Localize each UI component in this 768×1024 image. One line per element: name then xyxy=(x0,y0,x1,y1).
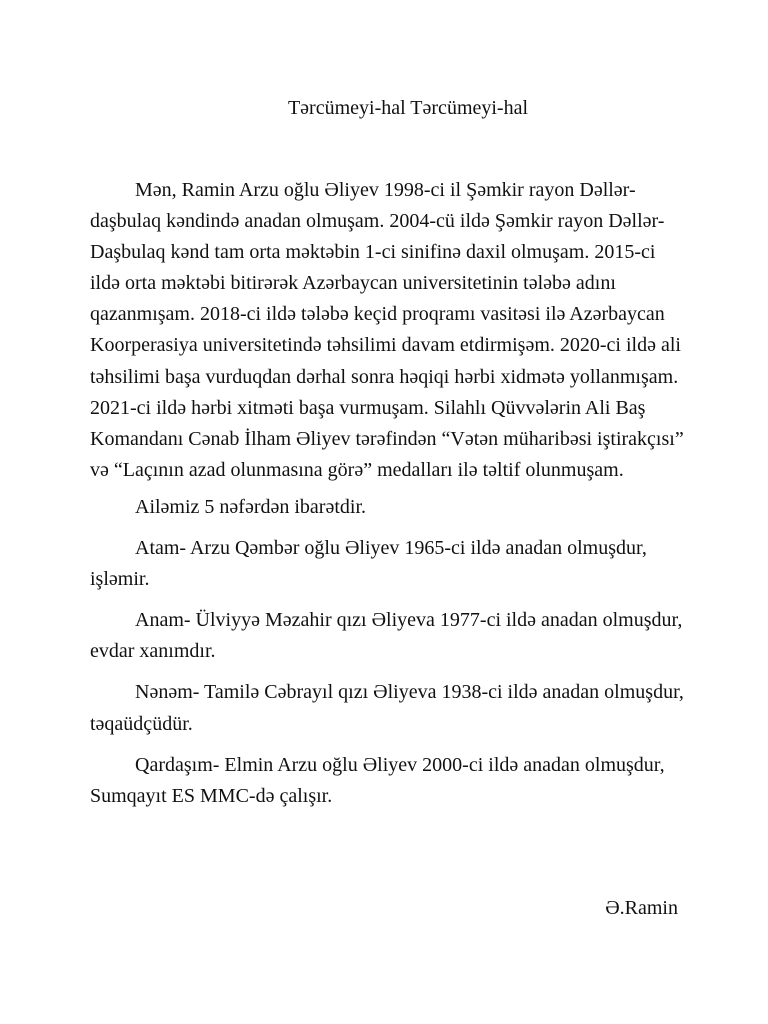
paragraph-family-size: Ailəmiz 5 nəfərdən ibarətdir. xyxy=(135,495,367,518)
document-body xyxy=(90,175,690,812)
paragraph-biography: Mən, Ramin Arzu oğlu Əliyev 1998-ci il Şəmkir rayon Dəllər-daşbulaq kəndində anadan olmuşam. 2004-cü ildə Şəmkir rayon Dəllər-Daşbulaq kənd tam orta məktəbin 1-ci sinifinə daxil olmuşam. 2015-ci ildə orta məktəbi bitirərək Azərbaycan universitetinin tələbə adını qazanmışam. 2018-ci ildə tələbə keçid proqramı vasitəsi ilə Azərbaycan Koorperasiya universitetində təhsilimi davam etdirmişəm. 2020-ci ildə ali təhsilimi başa vurduqdan dərhal sonra həqiqi hərbi xidmətə yollanmışam. 2021-ci ildə hərbi xitməti başa vurmuşam. Silahlı Qüvvələrin Ali Baş Komandanı Cənab İlham Əliyev tərəfindən “Vətən müharibəsi iştirakçısı” və “Laçının azad olunmasına görə” medalları ilə təltif olunmuşam. xyxy=(90,179,684,481)
paragraph-grandmother: Nənəm- Tamilə Cəbrayıl qızı Əliyeva 1938-ci ildə anadan olmuşdur, təqaüdçüdür. xyxy=(90,681,684,735)
document-title: Tərcümeyi-hal Tərcümeyi-hal xyxy=(287,97,529,119)
paragraph-brother: Qardaşım- Elmin Arzu oğlu Əliyev 2000-ci ildə anadan olmuşdur, Sumqayıt ES MMC-də çalışır. xyxy=(90,753,665,807)
paragraph-mother: Anam- Ülviyyə Məzahir qızı Əliyeva 1977-ci ildə anadan olmuşdur, evdar xanımdır. xyxy=(90,609,683,663)
paragraph-father: Atam- Arzu Qəmbər oğlu Əliyev 1965-ci ildə anadan olmuşdur, işləmir. xyxy=(90,537,647,591)
signature: Ə.Ramin xyxy=(605,897,678,919)
